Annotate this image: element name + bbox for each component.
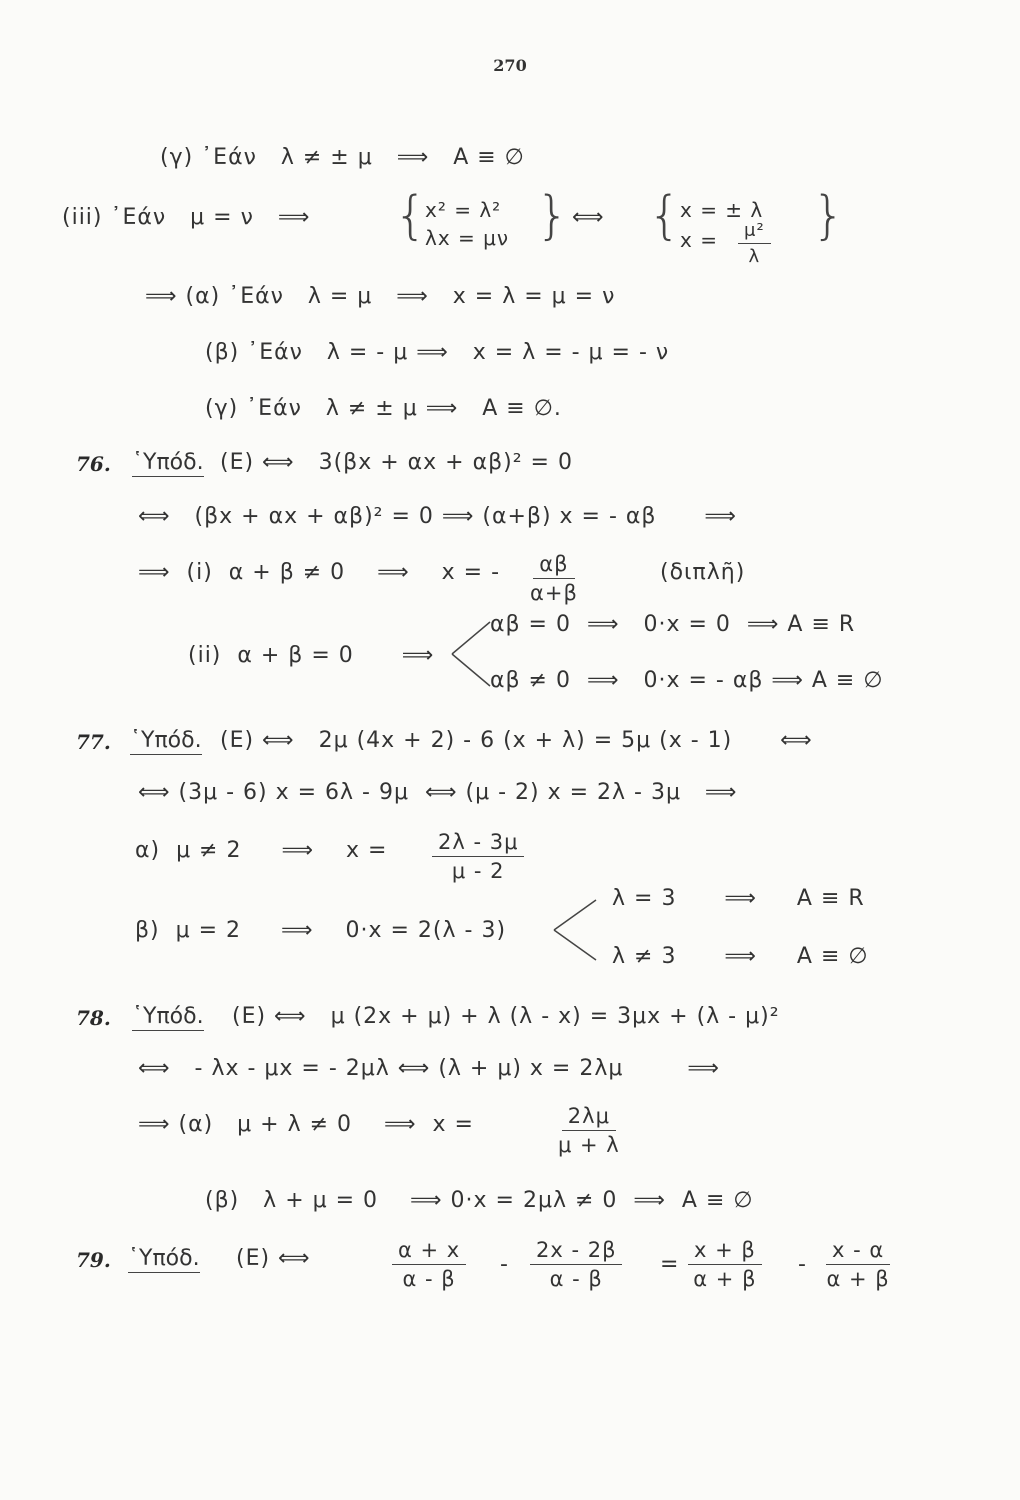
fraction-numerator: μ² xyxy=(738,220,771,244)
fraction-numerator: 2λ - 3μ xyxy=(432,830,524,857)
equivalence-arrow: ⟺ xyxy=(572,205,605,230)
equation-line: ⟺ - λx - μx = - 2μλ ⟺ (λ + μ) x = 2λμ ⟹ xyxy=(138,1056,720,1081)
left-brace-icon: { xyxy=(394,186,428,246)
system-2-fraction xyxy=(738,220,771,267)
case-label: β) μ = 2 ⟹ 0·x = 2(λ - 3) xyxy=(135,918,507,943)
exercise-number: 77. xyxy=(76,730,111,754)
left-brace-icon: { xyxy=(648,186,682,246)
fraction xyxy=(826,1238,890,1291)
fraction-denominator: α + β xyxy=(826,1267,890,1291)
case-gamma-line: (γ) ᾿Εάν λ ≠ ± μ ⟹ A ≡ ∅ xyxy=(160,145,525,170)
equation-line: (Ε) ⟺ 2μ (4x + 2) - 6 (x + λ) = 5μ (x - 1) ⟺ xyxy=(220,728,813,753)
operator: = xyxy=(660,1252,680,1277)
fraction-denominator: α + β xyxy=(693,1267,757,1291)
page-number: 270 xyxy=(493,56,527,75)
equation-line: ⟹ (i) α + β ≠ 0 ⟹ x = - xyxy=(138,560,501,585)
fraction xyxy=(558,1104,620,1157)
equation-line: (β) λ + μ = 0 ⟹ 0·x = 2μλ ≠ 0 ⟹ A ≡ ∅ xyxy=(205,1188,754,1213)
fraction-numerator: 2x - 2β xyxy=(530,1238,622,1265)
case-iii-label: (iii) ᾿Εάν μ = ν ⟹ xyxy=(62,205,311,230)
fraction xyxy=(432,830,524,883)
fraction xyxy=(392,1238,466,1291)
annotation-text: (διπλῆ) xyxy=(660,560,746,585)
branch-lines xyxy=(552,896,602,966)
fraction-denominator: μ + λ xyxy=(558,1133,620,1157)
equation-line: α) μ ≠ 2 ⟹ x = xyxy=(135,838,388,863)
branch-case-bottom: αβ ≠ 0 ⟹ 0·x = - αβ ⟹ A ≡ ∅ xyxy=(490,668,884,693)
operator: - xyxy=(798,1252,807,1277)
hint-label: ῾Υπόδ. xyxy=(132,450,204,475)
fraction-denominator: α+β xyxy=(530,581,578,605)
exercise-number: 78. xyxy=(76,1006,111,1030)
case-gamma-line-2: (γ) ᾿Εάν λ ≠ ± μ ⟹ A ≡ ∅. xyxy=(205,396,562,421)
fraction-numerator: αβ xyxy=(533,552,574,579)
hint-label: ῾Υπόδ. xyxy=(132,1004,204,1029)
fraction xyxy=(530,1238,622,1291)
fraction-denominator: λ xyxy=(748,246,761,267)
branch-case-top: αβ = 0 ⟹ 0·x = 0 ⟹ A ≡ R xyxy=(490,612,856,637)
operator: - xyxy=(500,1252,509,1277)
case-beta-line: (β) ᾿Εάν λ = - μ ⟹ x = λ = - μ = - ν xyxy=(205,340,670,365)
fraction xyxy=(530,552,578,605)
case-label: (ii) α + β = 0 ⟹ xyxy=(188,643,435,668)
hint-label: ῾Υπόδ. xyxy=(128,1246,200,1271)
fraction-denominator: μ - 2 xyxy=(451,859,505,883)
equation-line: ⟹ (α) μ + λ ≠ 0 ⟹ x = xyxy=(138,1112,474,1137)
equation-line: (Ε) ⟺ xyxy=(236,1246,311,1271)
branch-case-bottom: λ ≠ 3 ⟹ A ≡ ∅ xyxy=(612,944,869,969)
branch-case-top: λ = 3 ⟹ A ≡ R xyxy=(612,886,865,911)
case-alpha-line: ⟹ (α) ᾿Εάν λ = μ ⟹ x = λ = μ = ν xyxy=(145,284,616,309)
right-brace-icon: } xyxy=(536,186,570,246)
fraction-denominator: α - β xyxy=(402,1267,456,1291)
system-1-eq1: x² = λ² xyxy=(425,198,502,222)
system-1-eq2: λx = μν xyxy=(425,226,510,250)
exercise-number: 76. xyxy=(76,452,111,476)
fraction-numerator: x + β xyxy=(688,1238,762,1265)
fraction-denominator: α - β xyxy=(549,1267,603,1291)
fraction xyxy=(688,1238,762,1291)
hint-label: ῾Υπόδ. xyxy=(130,728,202,753)
equation-line: ⟺ (3μ - 6) x = 6λ - 9μ ⟺ (μ - 2) x = 2λ - 3μ ⟹ xyxy=(138,780,738,805)
right-brace-icon: } xyxy=(812,186,846,246)
equation-line: ⟺ (βx + αx + αβ)² = 0 ⟹ (α+β) x = - αβ ⟹ xyxy=(138,504,737,529)
fraction-numerator: 2λμ xyxy=(562,1104,616,1131)
system-2-eq1: x = ± λ xyxy=(680,198,764,222)
system-1 xyxy=(425,196,509,252)
equation-line: (Ε) ⟺ μ (2x + μ) + λ (λ - x) = 3μx + (λ - μ)² xyxy=(232,1004,780,1029)
fraction-numerator: α + x xyxy=(392,1238,466,1265)
exercise-number: 79. xyxy=(76,1248,111,1272)
equation-line: (Ε) ⟺ 3(βx + αx + αβ)² = 0 xyxy=(220,450,573,475)
system-2-eq2: x = xyxy=(680,228,718,252)
fraction-numerator: x - α xyxy=(826,1238,890,1265)
